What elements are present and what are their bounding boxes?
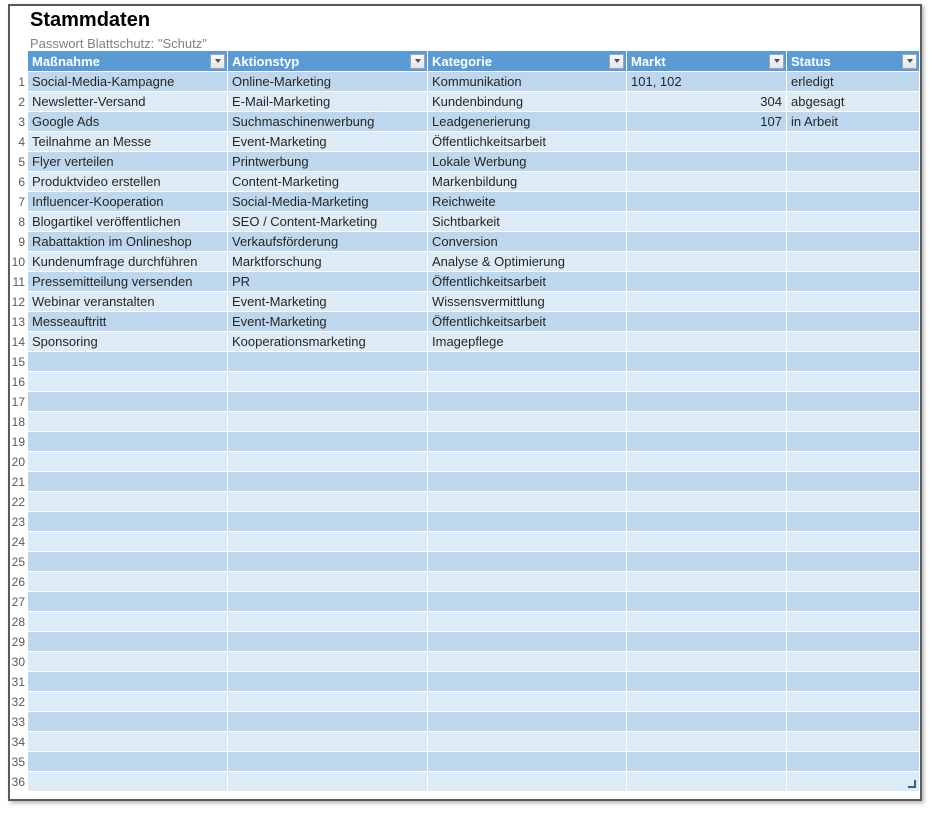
cell-massnahme[interactable] bbox=[28, 532, 228, 551]
cell-markt[interactable] bbox=[627, 472, 787, 491]
table-resize-handle[interactable] bbox=[908, 780, 916, 788]
table-row bbox=[10, 512, 919, 532]
cell-kategorie[interactable] bbox=[428, 372, 627, 391]
cell-kategorie[interactable] bbox=[428, 592, 627, 611]
cell-aktionstyp[interactable] bbox=[228, 392, 428, 411]
cell-massnahme[interactable]: Influencer-Kooperation bbox=[28, 192, 228, 211]
table-row bbox=[10, 612, 919, 632]
row-number[interactable]: 31 bbox=[10, 672, 28, 691]
row-number[interactable]: 1 bbox=[10, 72, 28, 91]
table-row bbox=[10, 752, 919, 772]
cell-aktionstyp[interactable] bbox=[228, 532, 428, 551]
cell-aktionstyp[interactable] bbox=[228, 692, 428, 711]
cell-kategorie[interactable]: Kundenbindung bbox=[428, 92, 627, 111]
cell-aktionstyp[interactable]: Event-Marketing bbox=[228, 312, 428, 331]
cell-aktionstyp[interactable]: Kooperationsmarketing bbox=[228, 332, 428, 351]
cell-status[interactable] bbox=[787, 312, 919, 331]
cell-massnahme[interactable] bbox=[28, 732, 228, 751]
row-number-header bbox=[10, 51, 28, 71]
cell-kategorie[interactable] bbox=[428, 432, 627, 451]
cell-markt[interactable] bbox=[627, 652, 787, 671]
row-number[interactable]: 28 bbox=[10, 612, 28, 631]
cell-aktionstyp[interactable] bbox=[228, 712, 428, 731]
table-row bbox=[10, 432, 919, 452]
table-row bbox=[10, 312, 919, 332]
cell-massnahme[interactable] bbox=[28, 712, 228, 731]
cell-status[interactable] bbox=[787, 492, 919, 511]
cell-markt[interactable] bbox=[627, 592, 787, 611]
cell-markt[interactable] bbox=[627, 512, 787, 531]
table-row bbox=[10, 532, 919, 552]
cell-status[interactable] bbox=[787, 252, 919, 271]
cell-markt[interactable] bbox=[627, 572, 787, 591]
cell-massnahme[interactable] bbox=[28, 392, 228, 411]
row-number[interactable]: 14 bbox=[10, 332, 28, 351]
row-number[interactable]: 10 bbox=[10, 252, 28, 271]
cell-status[interactable]: erledigt bbox=[787, 72, 919, 91]
table-row bbox=[10, 452, 919, 472]
cell-kategorie[interactable] bbox=[428, 532, 627, 551]
filter-button-massnahme[interactable] bbox=[210, 54, 225, 69]
row-number[interactable]: 17 bbox=[10, 392, 28, 411]
cell-kategorie[interactable] bbox=[428, 352, 627, 371]
cell-kategorie[interactable] bbox=[428, 472, 627, 491]
cell-massnahme[interactable] bbox=[28, 632, 228, 651]
cell-kategorie[interactable] bbox=[428, 692, 627, 711]
chevron-down-icon bbox=[614, 59, 620, 63]
cell-markt[interactable] bbox=[627, 292, 787, 311]
cell-aktionstyp[interactable]: Verkaufsförderung bbox=[228, 232, 428, 251]
cell-aktionstyp[interactable] bbox=[228, 432, 428, 451]
table-row bbox=[10, 632, 919, 652]
cell-markt[interactable]: 304 bbox=[627, 92, 787, 111]
chevron-down-icon bbox=[774, 59, 780, 63]
table-row bbox=[10, 652, 919, 672]
cell-markt[interactable] bbox=[627, 552, 787, 571]
table-row bbox=[10, 332, 919, 352]
table-row bbox=[10, 472, 919, 492]
cell-aktionstyp[interactable]: Online-Marketing bbox=[228, 72, 428, 91]
cell-markt[interactable]: 107 bbox=[627, 112, 787, 131]
table-row bbox=[10, 212, 919, 232]
cell-status[interactable] bbox=[787, 392, 919, 411]
cell-aktionstyp[interactable]: Event-Marketing bbox=[228, 292, 428, 311]
cell-aktionstyp[interactable] bbox=[228, 372, 428, 391]
cell-status[interactable] bbox=[787, 772, 919, 791]
table-row bbox=[10, 492, 919, 512]
cell-kategorie[interactable]: Analyse & Optimierung bbox=[428, 252, 627, 271]
cell-status[interactable] bbox=[787, 592, 919, 611]
cell-markt[interactable] bbox=[627, 352, 787, 371]
cell-massnahme[interactable] bbox=[28, 572, 228, 591]
cell-markt[interactable] bbox=[627, 452, 787, 471]
chevron-down-icon bbox=[215, 59, 221, 63]
cell-status[interactable] bbox=[787, 292, 919, 311]
cell-kategorie[interactable]: Reichweite bbox=[428, 192, 627, 211]
row-number[interactable]: 13 bbox=[10, 312, 28, 331]
cell-aktionstyp[interactable]: Printwerbung bbox=[228, 152, 428, 171]
row-number[interactable]: 30 bbox=[10, 652, 28, 671]
table-row bbox=[10, 692, 919, 712]
column-header-aktionstyp[interactable] bbox=[228, 51, 428, 71]
cell-aktionstyp[interactable]: E-Mail-Marketing bbox=[228, 92, 428, 111]
cell-markt[interactable] bbox=[627, 392, 787, 411]
sheet-table bbox=[10, 51, 919, 792]
cell-status[interactable] bbox=[787, 412, 919, 431]
cell-kategorie[interactable]: Öffentlichkeitsarbeit bbox=[428, 312, 627, 331]
cell-status[interactable] bbox=[787, 752, 919, 771]
cell-markt[interactable] bbox=[627, 772, 787, 791]
cell-massnahme[interactable] bbox=[28, 472, 228, 491]
cell-kategorie[interactable] bbox=[428, 452, 627, 471]
cell-kategorie[interactable] bbox=[428, 772, 627, 791]
row-number[interactable]: 6 bbox=[10, 172, 28, 191]
cell-kategorie[interactable] bbox=[428, 632, 627, 651]
cell-status[interactable] bbox=[787, 712, 919, 731]
row-number[interactable]: 7 bbox=[10, 192, 28, 211]
table-row bbox=[10, 712, 919, 732]
row-number[interactable]: 12 bbox=[10, 292, 28, 311]
table-row bbox=[10, 272, 919, 292]
cell-massnahme[interactable]: Pressemitteilung versenden bbox=[28, 272, 228, 291]
cell-kategorie[interactable]: Markenbildung bbox=[428, 172, 627, 191]
cell-markt[interactable] bbox=[627, 492, 787, 511]
cell-aktionstyp[interactable] bbox=[228, 452, 428, 471]
cell-status[interactable] bbox=[787, 172, 919, 191]
cell-massnahme[interactable] bbox=[28, 372, 228, 391]
column-header-label: Aktionstyp bbox=[232, 53, 300, 69]
cell-massnahme[interactable] bbox=[28, 432, 228, 451]
table-row bbox=[10, 592, 919, 612]
row-number[interactable]: 23 bbox=[10, 512, 28, 531]
cell-status[interactable] bbox=[787, 672, 919, 691]
table-row bbox=[10, 172, 919, 192]
cell-status[interactable] bbox=[787, 332, 919, 351]
table-row bbox=[10, 192, 919, 212]
table-row bbox=[10, 292, 919, 312]
cell-status[interactable] bbox=[787, 152, 919, 171]
cell-aktionstyp[interactable] bbox=[228, 752, 428, 771]
cell-massnahme[interactable] bbox=[28, 352, 228, 371]
cell-aktionstyp[interactable] bbox=[228, 612, 428, 631]
cell-aktionstyp[interactable] bbox=[228, 772, 428, 791]
cell-markt[interactable] bbox=[627, 712, 787, 731]
cell-status[interactable] bbox=[787, 212, 919, 231]
column-header-markt[interactable] bbox=[627, 51, 787, 71]
cell-markt[interactable] bbox=[627, 132, 787, 151]
cell-massnahme[interactable] bbox=[28, 752, 228, 771]
cell-massnahme[interactable]: Teilnahme an Messe bbox=[28, 132, 228, 151]
cell-markt[interactable] bbox=[627, 252, 787, 271]
cell-status[interactable] bbox=[787, 572, 919, 591]
cell-markt[interactable] bbox=[627, 692, 787, 711]
cell-kategorie[interactable]: Imagepflege bbox=[428, 332, 627, 351]
column-header-label: Maßnahme bbox=[32, 53, 100, 69]
row-number[interactable]: 26 bbox=[10, 572, 28, 591]
cell-status[interactable] bbox=[787, 732, 919, 751]
row-number[interactable]: 24 bbox=[10, 532, 28, 551]
cell-markt[interactable] bbox=[627, 272, 787, 291]
cell-markt[interactable] bbox=[627, 432, 787, 451]
cell-aktionstyp[interactable] bbox=[228, 732, 428, 751]
cell-kategorie[interactable]: Öffentlichkeitsarbeit bbox=[428, 272, 627, 291]
cell-kategorie[interactable]: Conversion bbox=[428, 232, 627, 251]
cell-massnahme[interactable] bbox=[28, 592, 228, 611]
cell-massnahme[interactable] bbox=[28, 512, 228, 531]
cell-markt[interactable] bbox=[627, 612, 787, 631]
table-row bbox=[10, 552, 919, 572]
cell-aktionstyp[interactable] bbox=[228, 412, 428, 431]
cell-aktionstyp[interactable]: Marktforschung bbox=[228, 252, 428, 271]
cell-massnahme[interactable] bbox=[28, 412, 228, 431]
table-row bbox=[10, 772, 919, 792]
cell-status[interactable] bbox=[787, 472, 919, 491]
cell-aktionstyp[interactable] bbox=[228, 672, 428, 691]
table-row bbox=[10, 252, 919, 272]
cell-kategorie[interactable]: Sichtbarkeit bbox=[428, 212, 627, 231]
cell-massnahme[interactable] bbox=[28, 692, 228, 711]
row-number[interactable]: 16 bbox=[10, 372, 28, 391]
table-row bbox=[10, 132, 919, 152]
cell-kategorie[interactable] bbox=[428, 672, 627, 691]
cell-kategorie[interactable]: Wissensvermittlung bbox=[428, 292, 627, 311]
cell-status[interactable] bbox=[787, 552, 919, 571]
row-number[interactable]: 22 bbox=[10, 492, 28, 511]
table-row bbox=[10, 672, 919, 692]
row-number[interactable]: 32 bbox=[10, 692, 28, 711]
column-header-kategorie[interactable] bbox=[428, 51, 627, 71]
table-row bbox=[10, 412, 919, 432]
row-number[interactable]: 8 bbox=[10, 212, 28, 231]
cell-status[interactable]: in Arbeit bbox=[787, 112, 919, 131]
filter-button-aktionstyp[interactable] bbox=[410, 54, 425, 69]
cell-kategorie[interactable]: Lokale Werbung bbox=[428, 152, 627, 171]
cell-kategorie[interactable] bbox=[428, 412, 627, 431]
column-header-label: Status bbox=[791, 53, 831, 69]
cell-kategorie[interactable] bbox=[428, 392, 627, 411]
cell-status[interactable] bbox=[787, 652, 919, 671]
cell-aktionstyp[interactable]: Suchmaschinenwerbung bbox=[228, 112, 428, 131]
cell-markt[interactable] bbox=[627, 232, 787, 251]
cell-markt[interactable] bbox=[627, 192, 787, 211]
cell-massnahme[interactable] bbox=[28, 772, 228, 791]
cell-massnahme[interactable]: Kundenumfrage durchführen bbox=[28, 252, 228, 271]
table-row bbox=[10, 92, 919, 112]
filter-button-markt[interactable] bbox=[769, 54, 784, 69]
cell-aktionstyp[interactable] bbox=[228, 492, 428, 511]
cell-kategorie[interactable] bbox=[428, 652, 627, 671]
cell-kategorie[interactable]: Leadgenerierung bbox=[428, 112, 627, 131]
cell-massnahme[interactable]: Produktvideo erstellen bbox=[28, 172, 228, 191]
cell-markt[interactable] bbox=[627, 732, 787, 751]
column-header-massnahme[interactable] bbox=[28, 51, 228, 71]
row-number[interactable]: 34 bbox=[10, 732, 28, 751]
cell-markt[interactable] bbox=[627, 672, 787, 691]
row-number[interactable]: 29 bbox=[10, 632, 28, 651]
row-number[interactable]: 2 bbox=[10, 92, 28, 111]
cell-kategorie[interactable] bbox=[428, 712, 627, 731]
row-number[interactable]: 18 bbox=[10, 412, 28, 431]
cell-massnahme[interactable] bbox=[28, 492, 228, 511]
chevron-down-icon bbox=[415, 59, 421, 63]
table-row bbox=[10, 232, 919, 252]
cell-status[interactable] bbox=[787, 352, 919, 371]
spreadsheet-frame bbox=[8, 4, 922, 801]
cell-markt[interactable] bbox=[627, 152, 787, 171]
cell-massnahme[interactable]: Blogartikel veröffentlichen bbox=[28, 212, 228, 231]
column-header-label: Markt bbox=[631, 53, 666, 69]
cell-aktionstyp[interactable]: Event-Marketing bbox=[228, 132, 428, 151]
table-row bbox=[10, 152, 919, 172]
cell-aktionstyp[interactable] bbox=[228, 512, 428, 531]
cell-status[interactable] bbox=[787, 532, 919, 551]
column-header-label: Kategorie bbox=[432, 53, 492, 69]
table-row bbox=[10, 372, 919, 392]
cell-status[interactable] bbox=[787, 612, 919, 631]
cell-kategorie[interactable] bbox=[428, 732, 627, 751]
cell-markt[interactable] bbox=[627, 372, 787, 391]
column-header-status[interactable] bbox=[787, 51, 919, 71]
cell-kategorie[interactable] bbox=[428, 752, 627, 771]
cell-status[interactable] bbox=[787, 132, 919, 151]
cell-massnahme[interactable] bbox=[28, 552, 228, 571]
cell-massnahme[interactable]: Rabattaktion im Onlineshop bbox=[28, 232, 228, 251]
cell-massnahme[interactable] bbox=[28, 612, 228, 631]
cell-markt[interactable]: 101, 102 bbox=[627, 72, 787, 91]
cell-massnahme[interactable] bbox=[28, 452, 228, 471]
row-number[interactable]: 11 bbox=[10, 272, 28, 291]
cell-markt[interactable] bbox=[627, 172, 787, 191]
cell-kategorie[interactable] bbox=[428, 552, 627, 571]
row-number[interactable]: 21 bbox=[10, 472, 28, 491]
cell-markt[interactable] bbox=[627, 632, 787, 651]
row-number[interactable]: 25 bbox=[10, 552, 28, 571]
table-row bbox=[10, 572, 919, 592]
cell-status[interactable] bbox=[787, 192, 919, 211]
row-number[interactable]: 4 bbox=[10, 132, 28, 151]
table-row bbox=[10, 352, 919, 372]
cell-kategorie[interactable] bbox=[428, 492, 627, 511]
cell-massnahme[interactable]: Sponsoring bbox=[28, 332, 228, 351]
cell-aktionstyp[interactable] bbox=[228, 652, 428, 671]
cell-massnahme[interactable]: Google Ads bbox=[28, 112, 228, 131]
cell-aktionstyp[interactable] bbox=[228, 352, 428, 371]
table-row bbox=[10, 392, 919, 412]
row-number[interactable]: 5 bbox=[10, 152, 28, 171]
cell-massnahme[interactable]: Flyer verteilen bbox=[28, 152, 228, 171]
cell-massnahme[interactable]: Messeauftritt bbox=[28, 312, 228, 331]
cell-kategorie[interactable]: Öffentlichkeitsarbeit bbox=[428, 132, 627, 151]
cell-markt[interactable] bbox=[627, 532, 787, 551]
table-row bbox=[10, 732, 919, 752]
cell-kategorie[interactable] bbox=[428, 512, 627, 531]
table-row bbox=[10, 72, 919, 92]
row-number[interactable]: 33 bbox=[10, 712, 28, 731]
cell-kategorie[interactable]: Kommunikation bbox=[428, 72, 627, 91]
cell-aktionstyp[interactable] bbox=[228, 632, 428, 651]
cell-markt[interactable] bbox=[627, 412, 787, 431]
cell-aktionstyp[interactable] bbox=[228, 592, 428, 611]
filter-button-kategorie[interactable] bbox=[609, 54, 624, 69]
chevron-down-icon bbox=[907, 59, 913, 63]
cell-markt[interactable] bbox=[627, 752, 787, 771]
cell-massnahme[interactable]: Newsletter-Versand bbox=[28, 92, 228, 111]
cell-aktionstyp[interactable]: PR bbox=[228, 272, 428, 291]
cell-aktionstyp[interactable] bbox=[228, 472, 428, 491]
cell-status[interactable] bbox=[787, 512, 919, 531]
cell-massnahme[interactable] bbox=[28, 652, 228, 671]
cell-markt[interactable] bbox=[627, 212, 787, 231]
cell-status[interactable] bbox=[787, 452, 919, 471]
sheet-protection-note: Passwort Blattschutz: "Schutz" bbox=[30, 36, 207, 51]
cell-aktionstyp[interactable]: SEO / Content-Marketing bbox=[228, 212, 428, 231]
cell-aktionstyp[interactable] bbox=[228, 572, 428, 591]
cell-aktionstyp[interactable]: Content-Marketing bbox=[228, 172, 428, 191]
row-number[interactable]: 3 bbox=[10, 112, 28, 131]
row-number[interactable]: 15 bbox=[10, 352, 28, 371]
cell-kategorie[interactable] bbox=[428, 572, 627, 591]
cell-status[interactable] bbox=[787, 632, 919, 651]
cell-massnahme[interactable]: Webinar veranstalten bbox=[28, 292, 228, 311]
row-number[interactable]: 20 bbox=[10, 452, 28, 471]
page-title: Stammdaten bbox=[30, 9, 151, 31]
cell-aktionstyp[interactable] bbox=[228, 552, 428, 571]
cell-massnahme[interactable] bbox=[28, 672, 228, 691]
row-number[interactable]: 19 bbox=[10, 432, 28, 451]
cell-markt[interactable] bbox=[627, 312, 787, 331]
row-number[interactable]: 36 bbox=[10, 772, 28, 791]
cell-status[interactable] bbox=[787, 272, 919, 291]
filter-button-status[interactable] bbox=[902, 54, 917, 69]
cell-markt[interactable] bbox=[627, 332, 787, 351]
row-number[interactable]: 27 bbox=[10, 592, 28, 611]
row-number[interactable]: 9 bbox=[10, 232, 28, 251]
cell-massnahme[interactable]: Social-Media-Kampagne bbox=[28, 72, 228, 91]
cell-status[interactable]: abgesagt bbox=[787, 92, 919, 111]
cell-aktionstyp[interactable]: Social-Media-Marketing bbox=[228, 192, 428, 211]
table-row bbox=[10, 112, 919, 132]
cell-kategorie[interactable] bbox=[428, 612, 627, 631]
cell-status[interactable] bbox=[787, 372, 919, 391]
table-header-row bbox=[10, 51, 919, 72]
cell-status[interactable] bbox=[787, 232, 919, 251]
row-number[interactable]: 35 bbox=[10, 752, 28, 771]
cell-status[interactable] bbox=[787, 692, 919, 711]
cell-status[interactable] bbox=[787, 432, 919, 451]
